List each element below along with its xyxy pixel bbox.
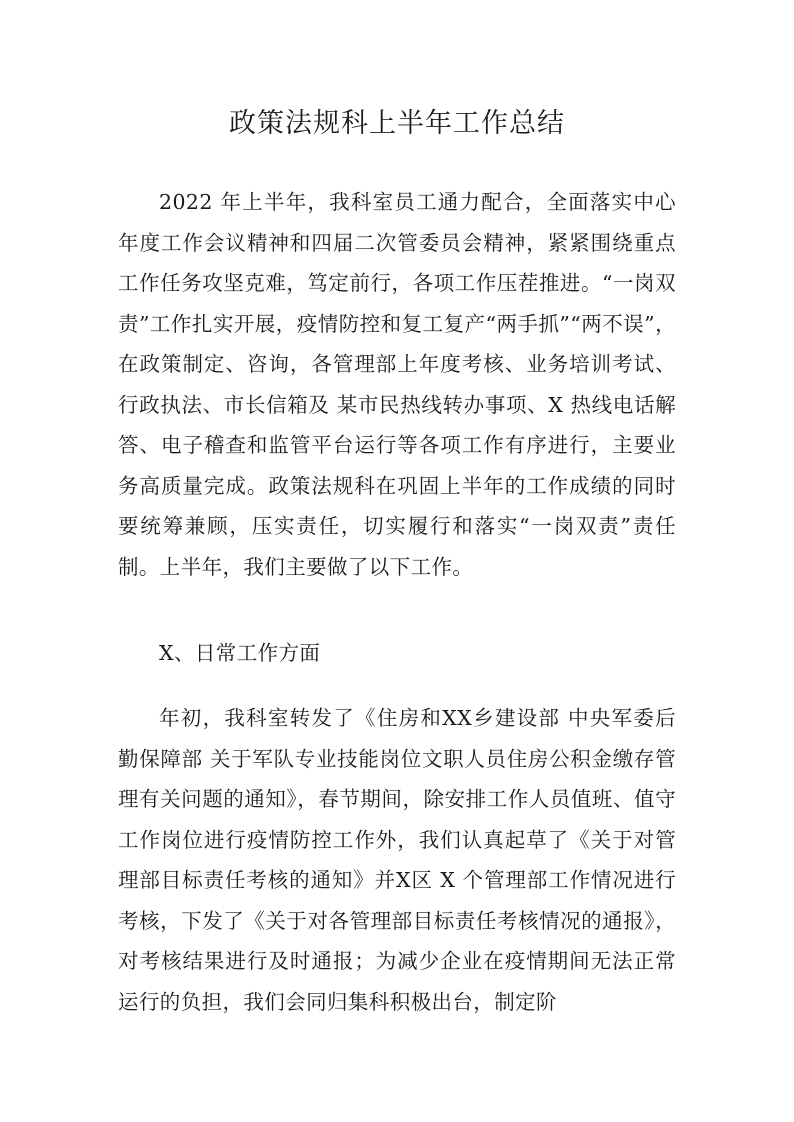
section-heading: X、日常工作方面 — [159, 641, 321, 665]
document-title: 政策法规科上半年工作总结 — [229, 108, 565, 139]
intro-paragraph: 2022 年上半年，我科室员工通力配合，全面落实中心年度工作会议精神和四届二次管委员会精神，紧紧围绕重点工作任务攻坚克难，笃定前行，各项工作压茬推进。“一岗双责”工作扎实开展，疫情防控和复工复产“两手抓”“两不误”，在政策制定、咨询，各管理部上年度考核、业务培训考试、行政执法、市长信箱及 某市民热线转办事项、X 热线电话解答、电子稽查和监管平台运行等各项工作有序进行，主要业务高质量完成。政策法规科在巩固上半年的工作成绩的同时要统筹兼顾，压实责任，切实履行和落实“一岗双责”责任制。上半年，我们主要做了以下工作。 — [118, 190, 676, 579]
body-paragraph: 年初，我科室转发了《住房和XX乡建设部 中央军委后勤保障部 关于军队专业技能岗位文职人员住房公积金缴存管理有关问题的通知》，春节期间，除安排工作人员值班、值守工作岗位进行疫情防控工作外，我们认真起草了《关于对管理部目标责任考核的通知》并X区 X 个管理部工作情况进行考核，下发了《关于对各管理部目标责任考核情况的通报》，对考核结果进行及时通报；为减少企业在疫情期间无法正常运行的负担，我们会同归集科积极出台，制定阶 — [118, 706, 676, 1014]
